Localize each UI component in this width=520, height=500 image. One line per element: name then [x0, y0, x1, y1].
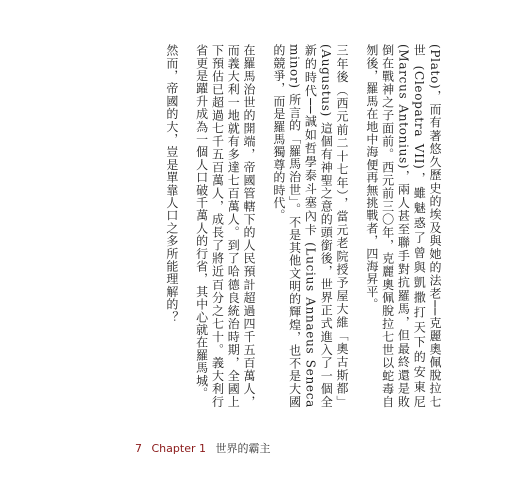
paragraph-4 [163, 44, 179, 408]
paragraph-1 [363, 44, 442, 408]
paragraph-2 [270, 44, 349, 408]
paragraph-4-text: 然而，帝國的大，豈是單靠人口之多所能理解的？ [164, 44, 179, 324]
body-text [128, 44, 442, 408]
page-footer [135, 440, 276, 456]
paragraph-2-text: 三年後（西元前二十七年），當元老院授予屋大維「奧古斯都」(Augustus) 這個有神聖之意的頭銜後，世界正式進入了一個全新的時代──誠如哲學泰斗塞內卡 (Lucius Annaeus Seneca minor) 所言的「羅馬治世」。不是其他文明的輝煌，也不是大國的競爭，而是羅馬獨尊的時代。 [271, 44, 350, 408]
paragraph-3-text: 在羅馬治世的開端，帝國管轄下的人民預計超過四千五百萬人，而義大利一地就有多達七百萬人。到了哈德良統治時期，全國上下預估已超過七千五百萬人，成長了將近百分之七十。義大利行省更是躍升成為一個人口破千萬人的行省，其中心就在羅馬城。 [194, 44, 257, 408]
chapter-title: 世界的霸主 [215, 442, 271, 455]
page-number: 7 [135, 442, 142, 455]
paragraph-3 [193, 44, 256, 408]
chapter-label: Chapter 1 [151, 442, 206, 455]
paragraph-1-text: (Plato)，而有著悠久歷史的埃及與她的法老──克麗奧佩脫拉七世 (Cleopatra VII)，雖魅惑了曾與凱撒打天下的安東尼 (Marcus Antonius)，兩人甚至聯手對抗羅馬，但最終還是敗倒在戰神之子面前。西元前三〇年，克麗奧佩脫拉七世以蛇毒自刎後，羅馬在地中海便再無挑戰者，四海昇平。 [364, 44, 442, 408]
